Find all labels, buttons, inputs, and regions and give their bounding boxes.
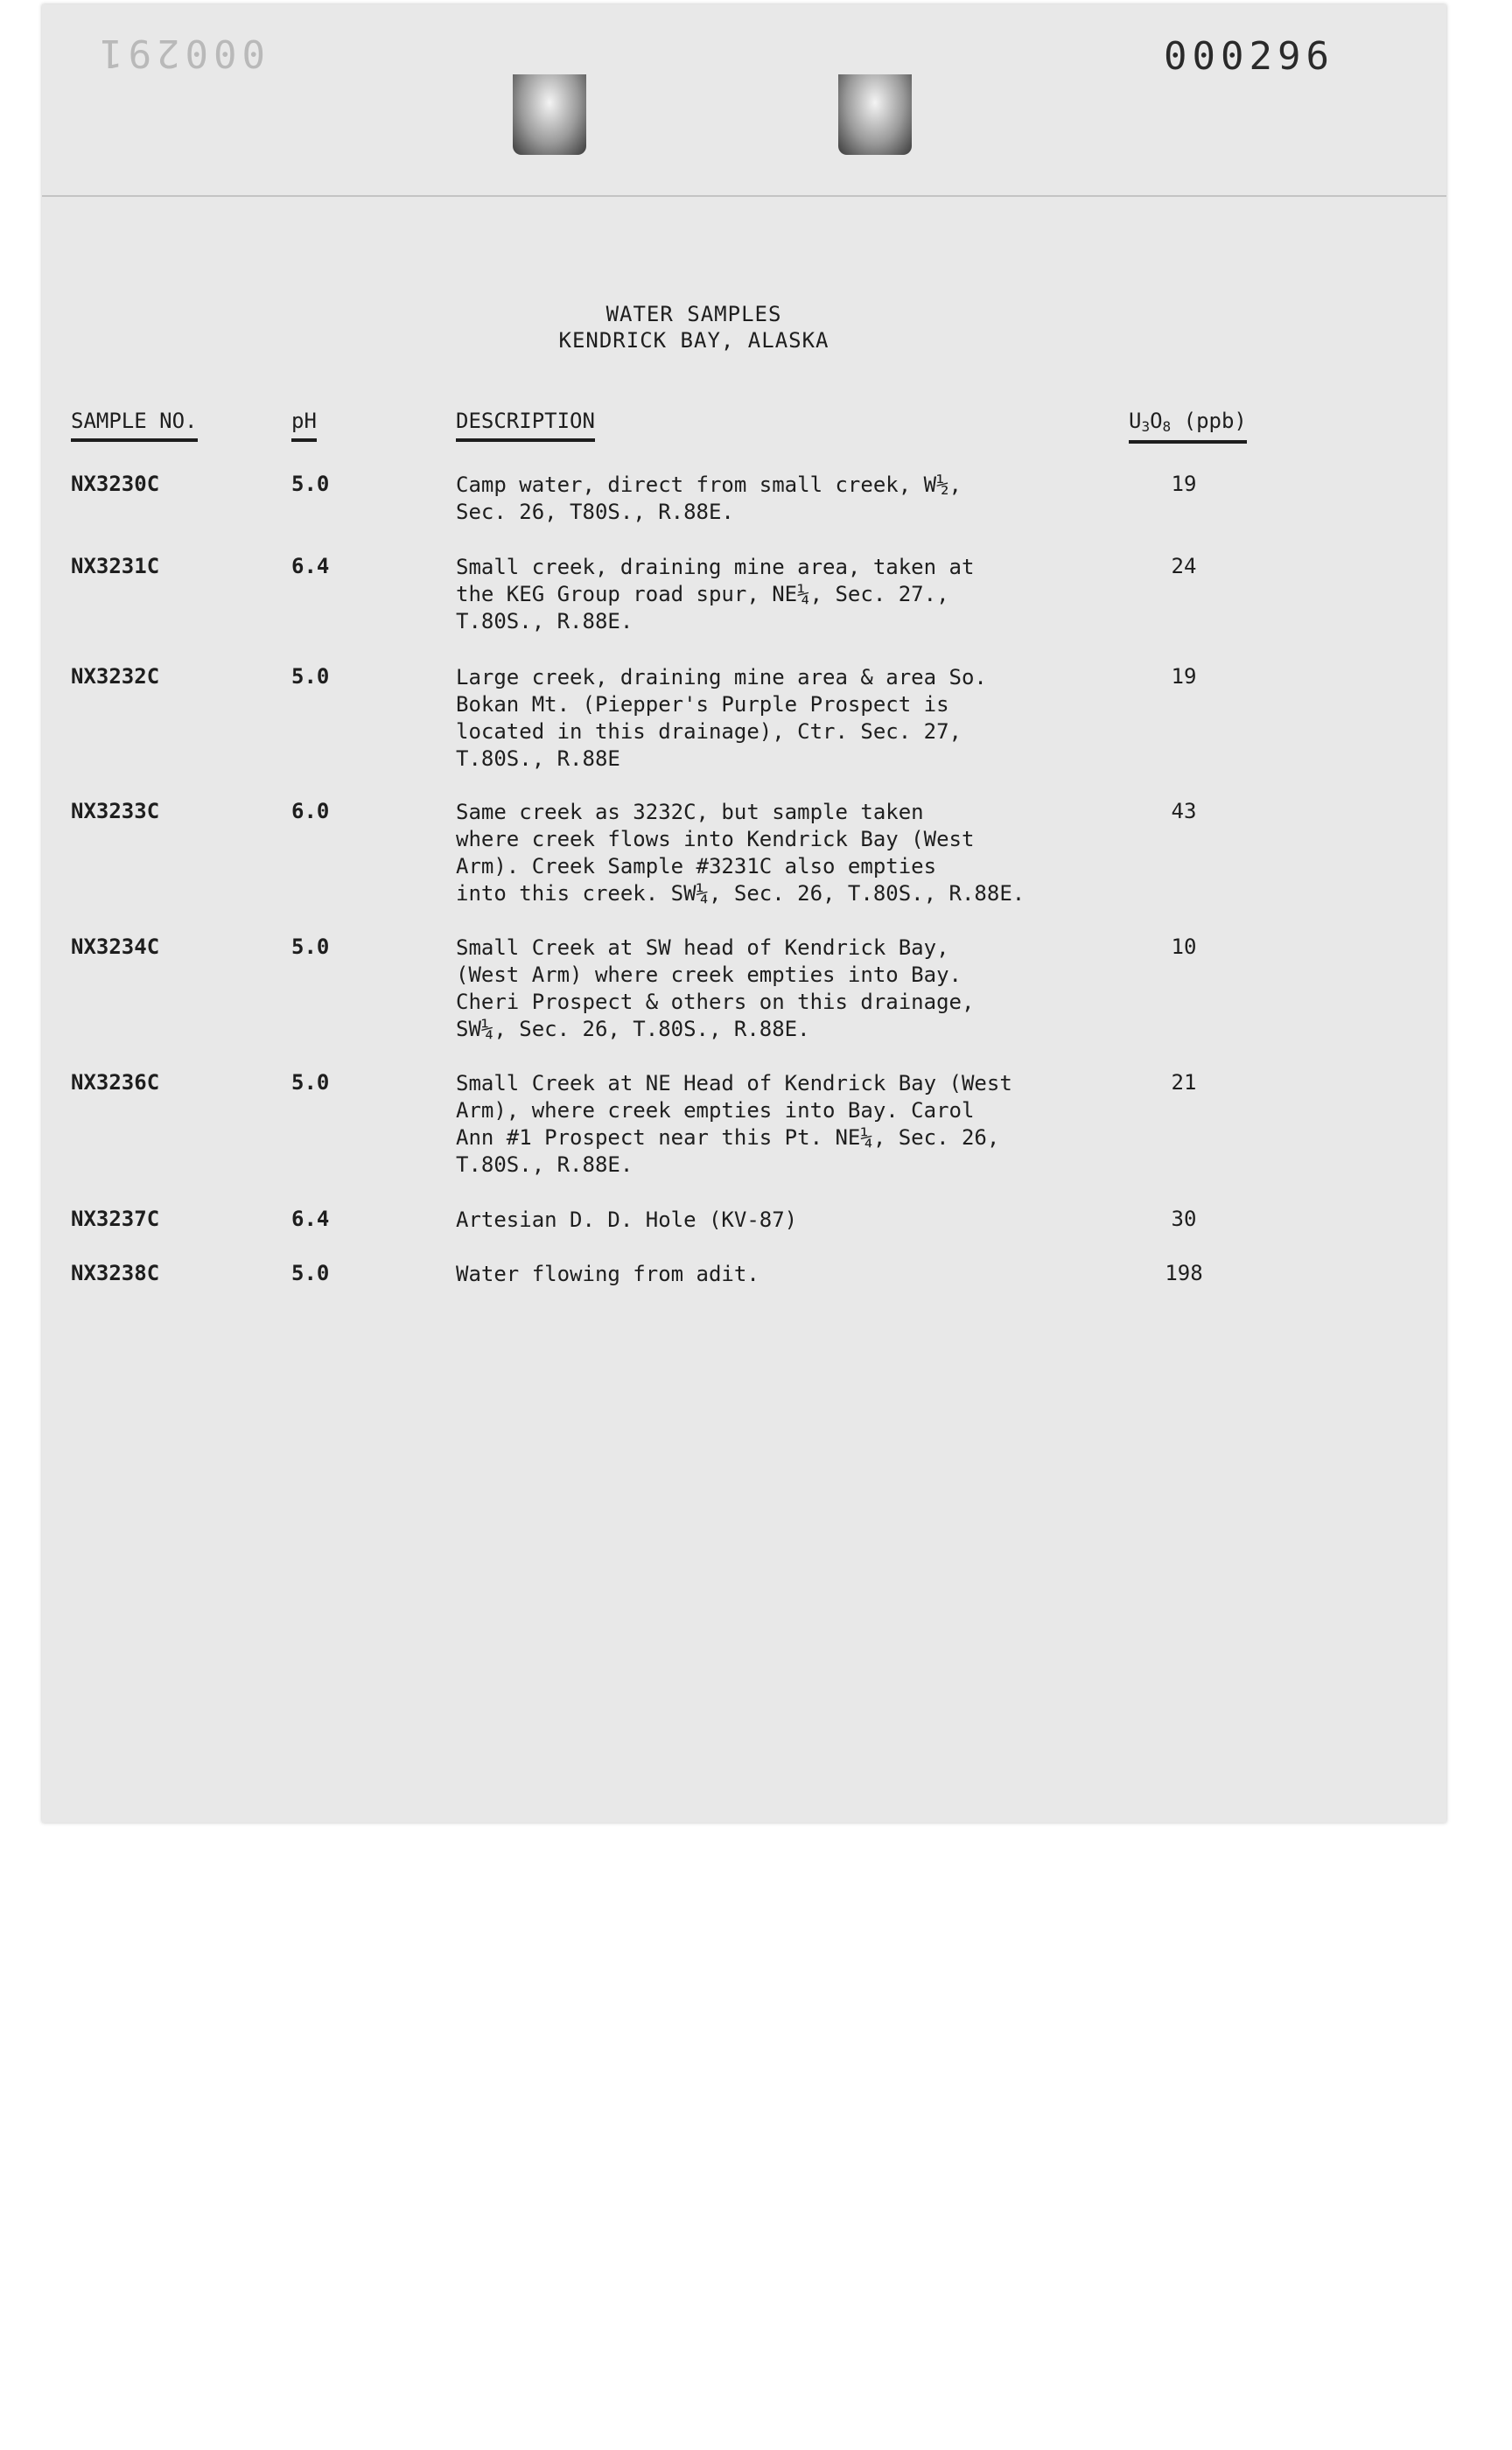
sample-number: NX3231C	[71, 554, 160, 578]
ph-value: 5.0	[291, 934, 330, 959]
punch-hole-left	[513, 74, 586, 155]
u3o8-value: 43	[1171, 799, 1197, 823]
u3o8-value: 24	[1171, 554, 1197, 578]
col-header-sample: SAMPLE NO.	[71, 409, 198, 442]
sample-description: Artesian D. D. Hole (KV-87)	[456, 1208, 798, 1232]
col-header-ph: pH	[291, 409, 317, 442]
sample-description: Same creek as 3232C, but sample taken where creek flows into Kendrick Bay (West Arm). Creek Sample #3231C also empties into this creek. SW¼, Sec. 26, T.80S., R.88E.	[456, 800, 1026, 906]
sample-description: Small creek, draining mine area, taken at the KEG Group road spur, NE¼, Sec. 27., T.80S., R.88E.	[456, 555, 975, 634]
ph-value: 6.0	[291, 799, 330, 823]
sample-number: NX3234C	[71, 934, 160, 959]
col-header-u3o8: $U_3O_8$ (ppb)	[1129, 409, 1247, 444]
col-header-description: DESCRIPTION	[456, 409, 595, 442]
document-page	[42, 4, 1446, 1823]
punch-hole-right	[838, 74, 912, 155]
document-subtitle: KENDRICK BAY, ALASKA	[558, 328, 830, 353]
sample-number: NX3238C	[71, 1261, 160, 1285]
sample-description: Water flowing from adit.	[456, 1262, 760, 1286]
ph-value: 5.0	[291, 1070, 330, 1095]
ph-value: 5.0	[291, 1261, 330, 1285]
ph-value: 6.4	[291, 1207, 330, 1231]
sample-description: Large creek, draining mine area & area So. Bokan Mt. (Piepper's Purple Prospect is located in this drainage), Ctr. Sec. 27, T.80S., R.88E	[456, 665, 987, 771]
u3o8-value: 198	[1165, 1261, 1203, 1285]
u3o8-value: 19	[1171, 664, 1197, 689]
sample-description: Small Creek at NE Head of Kendrick Bay (West Arm), where creek empties into Bay. Carol Ann #1 Prospect near this Pt. NE¼, Sec. 26, T.80S., R.88E.	[456, 1071, 1012, 1177]
sample-number: NX3237C	[71, 1207, 160, 1231]
page-stamp-right: 000296	[1164, 34, 1334, 79]
sample-description: Small Creek at SW head of Kendrick Bay, (West Arm) where creek empties into Bay. Cheri Prospect & others on this drainage, SW¼, Sec. 26, T.80S., R.88E.	[456, 935, 975, 1041]
sample-number: NX3230C	[71, 472, 160, 496]
ph-value: 6.4	[291, 554, 330, 578]
sample-description: Camp water, direct from small creek, W½, Sec. 26, T80S., R.88E.	[456, 472, 962, 524]
top-rule	[42, 195, 1446, 197]
u3o8-value: 21	[1171, 1070, 1197, 1095]
document-title: WATER SAMPLES	[606, 302, 782, 326]
sample-number: NX3236C	[71, 1070, 160, 1095]
u3o8-value: 30	[1171, 1207, 1197, 1231]
sample-number: NX3233C	[71, 799, 160, 823]
ph-value: 5.0	[291, 472, 330, 496]
u3o8-value: 19	[1171, 472, 1197, 496]
sample-number: NX3232C	[71, 664, 160, 689]
ph-value: 5.0	[291, 664, 330, 689]
page-stamp-left: 000291	[94, 31, 265, 75]
u3o8-value: 10	[1171, 934, 1197, 959]
